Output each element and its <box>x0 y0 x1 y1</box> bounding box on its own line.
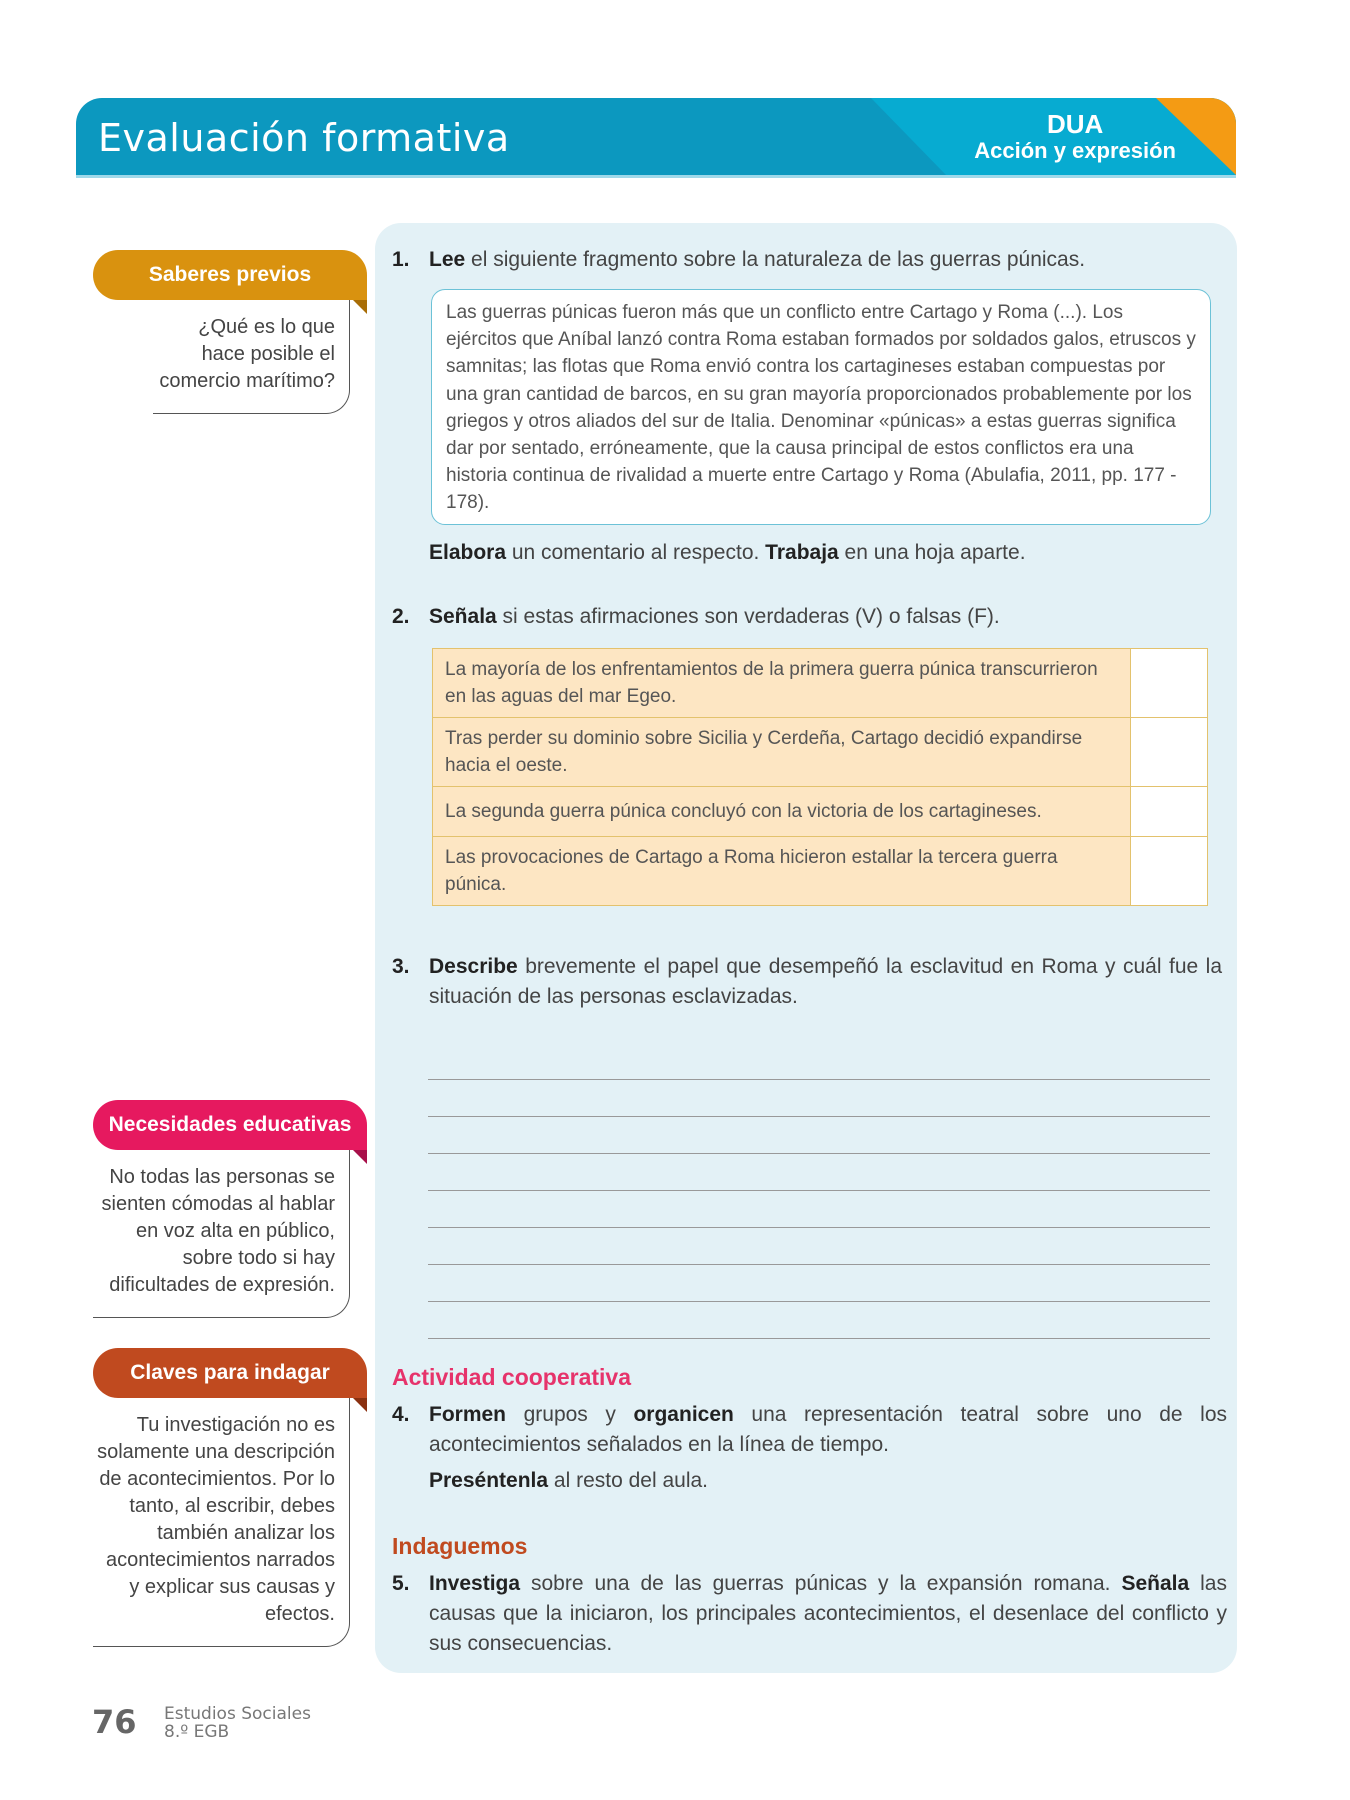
page-title: Evaluación formativa <box>98 116 510 160</box>
dua-label: DUA <box>1046 109 1104 139</box>
necesidades-educativas-label: Necesidades educativas <box>108 1113 352 1136</box>
question-text: grupos y <box>506 1403 634 1426</box>
dua-subtitle: Acción y expresión <box>974 138 1176 163</box>
table-row <box>433 718 1208 787</box>
question-number: 1. <box>392 248 410 271</box>
question-verb-1: Formen <box>429 1403 507 1426</box>
subject-name: Estudios Sociales <box>164 1704 311 1724</box>
section-header <box>76 98 1236 178</box>
fold-icon <box>353 1150 367 1164</box>
followup-verb-2: Trabaja <box>765 541 839 564</box>
answer-lines[interactable] <box>428 1043 1210 1339</box>
indaguemos-heading: Indaguemos <box>392 1533 528 1559</box>
answer-line[interactable] <box>428 1043 1210 1080</box>
statement-cell: La segunda guerra púnica concluyó con la victoria de los cartagineses. <box>433 787 1131 837</box>
question-1 <box>392 245 1085 275</box>
question-verb-2: Señala <box>1121 1572 1190 1595</box>
followup-verb-1: Elabora <box>429 541 507 564</box>
answer-cell[interactable] <box>1131 718 1208 787</box>
fold-icon <box>353 300 367 314</box>
question-5 <box>392 1569 1227 1659</box>
answer-line[interactable] <box>428 1191 1210 1228</box>
page-number: 76 <box>92 1703 137 1741</box>
question-verb-1: Investiga <box>429 1572 521 1595</box>
statement-cell: Tras perder su dominio sobre Sicilia y Cerdeña, Cartago decidió expandirse hacia el oeste. <box>433 718 1131 787</box>
statement-cell: La mayoría de los enfrentamientos de la primera guerra púnica transcurrieron en las aguas del mar Egeo. <box>433 649 1131 718</box>
necesidades-educativas-text: No todas las personas se sienten cómodas al hablar en voz alta en público, sobre todo si hay dificultades de expresión. <box>101 1166 335 1296</box>
question-number: 3. <box>392 955 410 978</box>
claves-para-indagar-pill <box>93 1348 367 1398</box>
dua-badge <box>974 110 1176 164</box>
table-row <box>433 649 1208 718</box>
question-number: 4. <box>392 1403 410 1426</box>
saberes-previos-label: Saberes previos <box>148 263 312 286</box>
answer-line[interactable] <box>428 1117 1210 1154</box>
statement-cell: Las provocaciones de Cartago a Roma hicieron estallar la tercera guerra púnica. <box>433 837 1131 906</box>
sidebar-claves-para-indagar <box>93 1348 367 1647</box>
cooperativa-heading: Actividad cooperativa <box>392 1364 632 1390</box>
question-verb-3: Preséntenla <box>429 1469 549 1492</box>
question-text: al resto del aula. <box>548 1469 708 1492</box>
claves-para-indagar-label: Claves para indagar <box>130 1361 330 1384</box>
saberes-previos-body <box>153 300 350 414</box>
question-3 <box>392 952 1222 1012</box>
question-number: 2. <box>392 605 410 628</box>
necesidades-educativas-body <box>93 1150 350 1318</box>
saberes-previos-pill <box>93 250 367 300</box>
question-2 <box>392 602 1000 632</box>
followup-text-1: un comentario al respecto. <box>506 541 766 564</box>
table-row <box>433 837 1208 906</box>
question-text: una representación teatral sobre uno de los acontecimientos señalados en la línea de tiempo. <box>429 1403 1228 1456</box>
answer-cell[interactable] <box>1131 649 1208 718</box>
footer-subject <box>164 1705 311 1741</box>
question-verb: Lee <box>429 248 466 271</box>
question-text: si estas afirmaciones son verdaderas (V) o falsas (F). <box>496 605 1000 628</box>
followup-text-2: en una hoja aparte. <box>838 541 1026 564</box>
question-number: 5. <box>392 1572 410 1595</box>
question-verb-2: organicen <box>633 1403 734 1426</box>
answer-cell[interactable] <box>1131 837 1208 906</box>
fold-icon <box>353 1398 367 1412</box>
answer-line[interactable] <box>428 1228 1210 1265</box>
quote-text: Las guerras púnicas fueron más que un conflicto entre Cartago y Roma (...). Los ejércitos que Aníbal lanzó contra Roma estaban formados por soldados galos, etruscos y samnitas; las flotas que Roma envió contra los cartagineses estaban compuestas por una gran cantidad de barcos, en su gran mayoría proporcionados probablemente por los griegos y otros aliados del sur de Italia. Denominar «púnicas» a estas guerras significa dar por sentado, erróneamente, que la causa principal de estos conflictos era una historia continua de rivalidad a muerte entre Cartago y Roma (Abulafia, 2011, pp. 177 - 178). <box>446 302 1196 514</box>
question-text: brevemente el papel que desempeñó la esclavitud en Roma y cuál fue la situación de las personas esclavizadas. <box>429 955 1222 1008</box>
necesidades-educativas-pill <box>93 1100 367 1150</box>
question-text: el siguiente fragmento sobre la naturaleza de las guerras púnicas. <box>465 248 1086 271</box>
answer-line[interactable] <box>428 1302 1210 1339</box>
grade-level: 8.º EGB <box>164 1722 230 1742</box>
question-text: las causas que la iniciaron, los principales acontecimientos, el desenlace del conflicto y sus consecuencias. <box>429 1572 1227 1655</box>
question-verb: Señala <box>429 605 497 628</box>
sidebar-necesidades-educativas <box>93 1100 367 1318</box>
answer-line[interactable] <box>428 1265 1210 1302</box>
claves-para-indagar-text: Tu investigación no es solamente una descripción de acontecimientos. Por lo tanto, al escribir, debes también analizar los acontecimientos narrados y explicar sus causas y efectos. <box>97 1414 335 1625</box>
question-4 <box>392 1400 1227 1496</box>
question-verb: Describe <box>429 955 518 978</box>
saberes-previos-text: ¿Qué es lo que hace posible el comercio marítimo? <box>159 316 335 392</box>
quote-box <box>431 289 1211 525</box>
answer-line[interactable] <box>428 1154 1210 1191</box>
table-row <box>433 787 1208 837</box>
answer-line[interactable] <box>428 1080 1210 1117</box>
question-text: sobre una de las guerras púnicas y la expansión romana. <box>520 1572 1122 1595</box>
true-false-table <box>432 648 1208 906</box>
answer-cell[interactable] <box>1131 787 1208 837</box>
sidebar-saberes-previos <box>93 250 367 414</box>
question-1-followup <box>429 538 1026 568</box>
claves-para-indagar-body <box>93 1398 350 1647</box>
